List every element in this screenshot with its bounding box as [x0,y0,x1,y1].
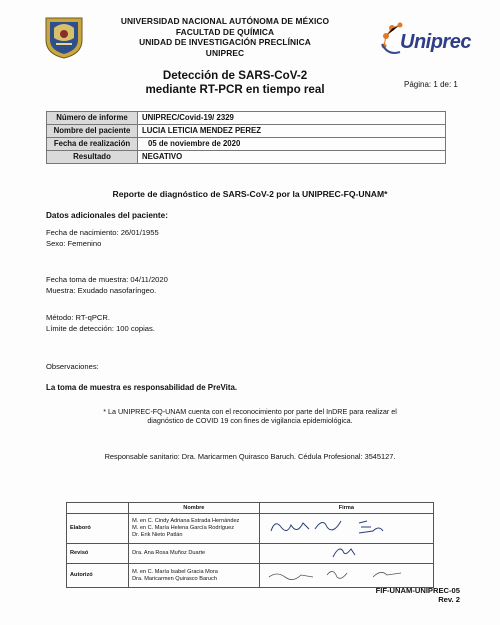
form-code: FIF-UNAM-UNIPREC-05 [375,586,460,595]
signer-name: M. en C. María Helena García Rodríguez [132,525,235,531]
info-row [47,138,446,151]
info-value: 05 de noviembre de 2020 [138,138,446,151]
method: Método: RT-qPCR. [46,313,111,322]
info-row [47,112,446,125]
handwritten-signature-2 [263,545,423,559]
uniprec-logo-text: Uniprec [400,31,471,53]
info-label: Número de informe [47,112,138,125]
signature-names [129,564,260,588]
signature-row [67,514,434,544]
sanitary-responsible: Responsable sanitario: Dra. Maricarmen Quirasco Baruch. Cédula Profesional: 3545127. [104,452,396,461]
signature-cell [259,514,433,544]
signature-role: Revisó [67,544,129,564]
document-title-line2: mediante RT-PCR en tiempo real [145,83,325,96]
handwritten-signature-3 [263,565,423,583]
signature-table [66,502,434,588]
faculty-name: FACULTAD DE QUÍMICA [175,26,275,37]
sample-date: Fecha toma de muestra: 04/11/2020 [46,275,168,284]
name-column-header: Nombre [129,503,260,514]
info-row [47,151,446,164]
observations-label: Observaciones: [46,362,99,371]
signature-header-row [67,503,434,514]
detection-limit: Límite de detección: 100 copias. [46,324,155,333]
page-separator: de: [440,80,452,89]
info-row [47,125,446,138]
signature-cell [259,544,433,564]
patient-sex: Sexo: Femenino [46,239,102,248]
signature-row [67,544,434,564]
signature-header-blank [67,503,129,514]
signature-row [67,564,434,588]
signer-name: Dra. Ana Rosa Muñoz Duarte [132,550,206,556]
uniprec-logo [378,22,478,62]
page-indicator [404,80,458,89]
form-revision: Rev. 2 [438,595,460,604]
responsibility-note: La toma de muestra es responsabilidad de PreVita. [46,383,238,392]
info-label: Nombre del paciente [47,125,138,138]
university-name: UNIVERSIDAD NACIONAL AUTÓNOMA DE MÉXICO [120,16,330,26]
signature-role: Elaboró [67,514,129,544]
handwritten-signature-1 [263,515,423,539]
info-value: UNIPREC/Covid-19/ 2329 [138,112,446,125]
document-title-line1: Detección de SARS-CoV-2 [162,69,308,82]
info-value: NEGATIVO [138,151,446,164]
info-label: Resultado [47,151,138,164]
footnote-line2: diagnóstico de COVID 19 con fines de vigilancia epidemiológica. [147,416,353,426]
page-label: Página: [404,80,432,89]
report-heading: Reporte de diagnóstico de SARS-CoV-2 por la UNIPREC-FQ-UNAM* [112,189,388,199]
unit-short-name: UNIPREC [205,47,245,58]
signature-cell [259,564,433,588]
signature-names [129,514,260,544]
signer-name: M. en C. María Isabel Gracia Mora [132,568,218,575]
signer-name: M. en C. Cindy Adriana Estrada Hernández [132,518,240,524]
page-total: 1 [453,80,458,89]
unit-name: UNIDAD DE INVESTIGACIÓN PRECLÍNICA [139,37,311,47]
unam-seal-icon [42,14,86,60]
sample-type: Muestra: Exudado nasofaríngeo. [46,286,157,295]
report-info-table [46,111,446,164]
signer-name: Dr. Erik Nieto Patlán [132,532,183,538]
footnote-line1: * La UNIPREC-FQ-UNAM cuenta con el reconocimiento por parte del InDRE para realizar el [103,407,397,416]
birth-date: Fecha de nacimiento: 26/01/1955 [46,228,159,237]
page-number: 1 [433,80,438,89]
signature-column-header: Firma [259,503,433,514]
patient-data-heading: Datos adicionales del paciente: [46,211,168,220]
info-value: LUCIA LETICIA MENDEZ PEREZ [138,125,446,138]
signature-role: Autorizó [67,564,129,588]
signature-names [129,544,260,564]
info-label: Fecha de realización [47,138,138,151]
signer-name: Dra. Maricarmen Quirasco Baruch [132,575,217,582]
